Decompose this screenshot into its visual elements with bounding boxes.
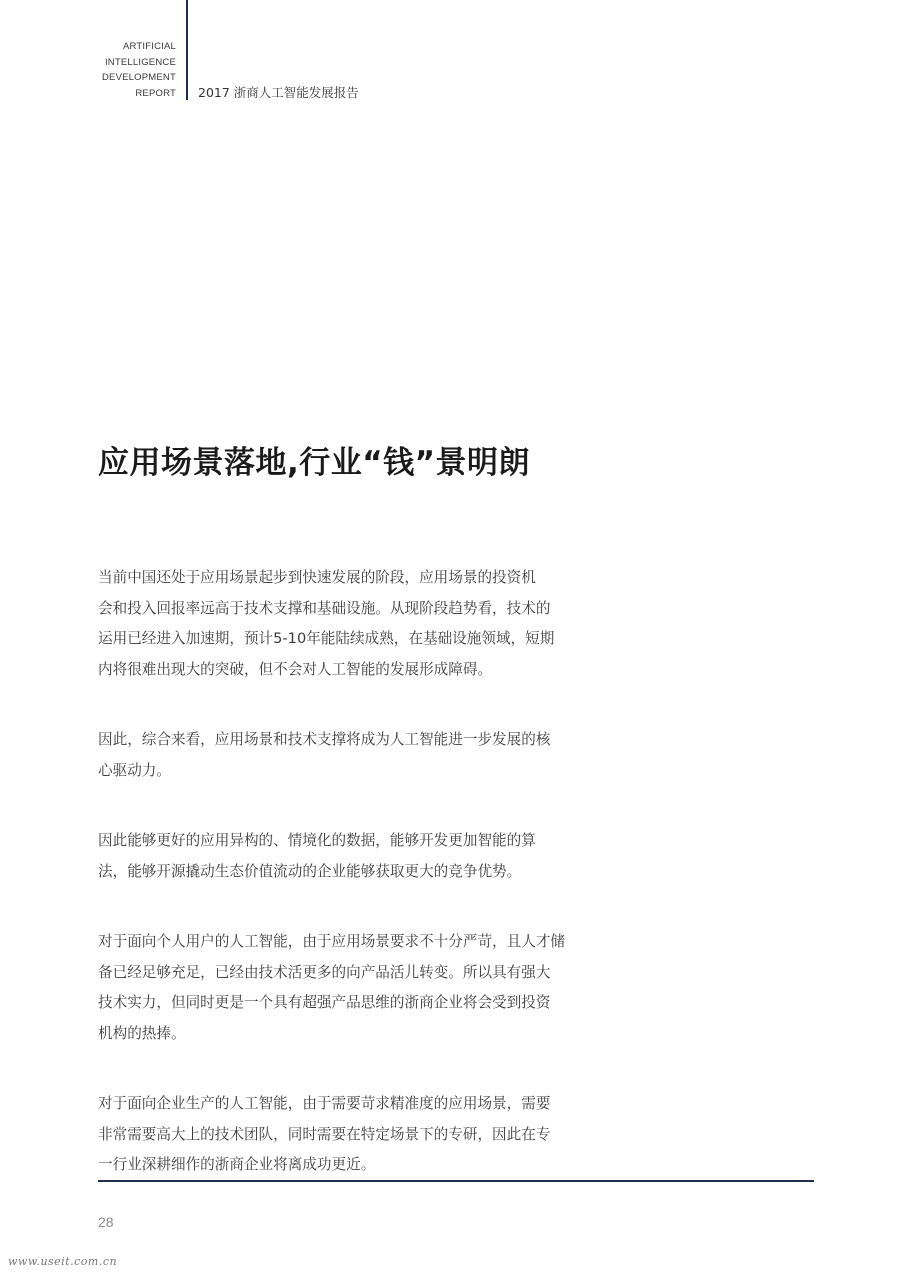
paragraph-line: 心驱动力。 [98,761,171,779]
paragraph-line: 对于面向企业生产的人工智能，由于需要苛求精准度的应用场景，需要 [98,1095,551,1112]
paragraph-line: 一行业深耕细作的浙商企业将离成功更近。 [98,1156,376,1173]
paragraph-line: 因此，综合来看，应用场景和技术支撑将成为人工智能进一步发展的核 [98,731,551,748]
header-report-title: 2017 浙商人工智能发展报告 [198,85,359,100]
paragraph-line: 对于面向个人用户的人工智能，由于应用场景要求不十分严苛，且人才储 [98,933,566,950]
paragraph-line: 因此能够更好的应用异构的、情境化的数据，能够开发更加智能的算 [98,832,536,849]
paragraph [98,725,580,786]
header-english-line: REPORT [135,87,176,99]
paragraph [98,927,580,1049]
paragraph-line: 备已经足够充足，已经由技术活更多的向产品活儿转变。所以具有强大 [98,963,551,981]
header-english-line: DEVELOPMENT [102,72,176,83]
paragraph-line: 机构的热捧。 [98,1024,186,1042]
watermark: www.useit.com.cn [8,1255,118,1268]
footer-rule [98,1180,814,1182]
paragraph [98,1089,580,1181]
page-number: 28 [98,1214,114,1230]
body-text [98,563,580,1221]
paragraph-line: 当前中国还处于应用场景起步到快速发展的阶段，应用场景的投资机 [98,569,536,586]
paragraph [98,563,580,685]
paragraph-line: 内将很难出现大的突破，但不会对人工智能的发展形成障碍。 [98,660,493,678]
paragraph-line: 法，能够开源撬动生态价值流动的企业能够获取更大的竞争优势。 [98,862,522,880]
section-title: 应用场景落地,行业“钱”景明朗 [98,445,531,481]
header-vertical-rule [186,0,188,100]
paragraph-line: 非常需要高大上的技术团队，同时需要在特定场景下的专研，因此在专 [98,1125,551,1143]
paragraph-line: 技术实力，但同时更是一个具有超强产品思维的浙商企业将会受到投资 [98,994,551,1011]
header-english-line: INTELLIGENCE [104,56,176,68]
header-english-line: ARTIFICIAL [122,41,176,52]
paragraph-line: 会和投入回报率远高于技术支撑和基础设施。从现阶段趋势看，技术的 [98,599,551,617]
paragraph-line: 运用已经进入加速期，预计5-10年能陆续成熟，在基础设施领域，短期 [98,630,555,647]
paragraph [98,826,580,887]
header-english-title [102,39,176,101]
